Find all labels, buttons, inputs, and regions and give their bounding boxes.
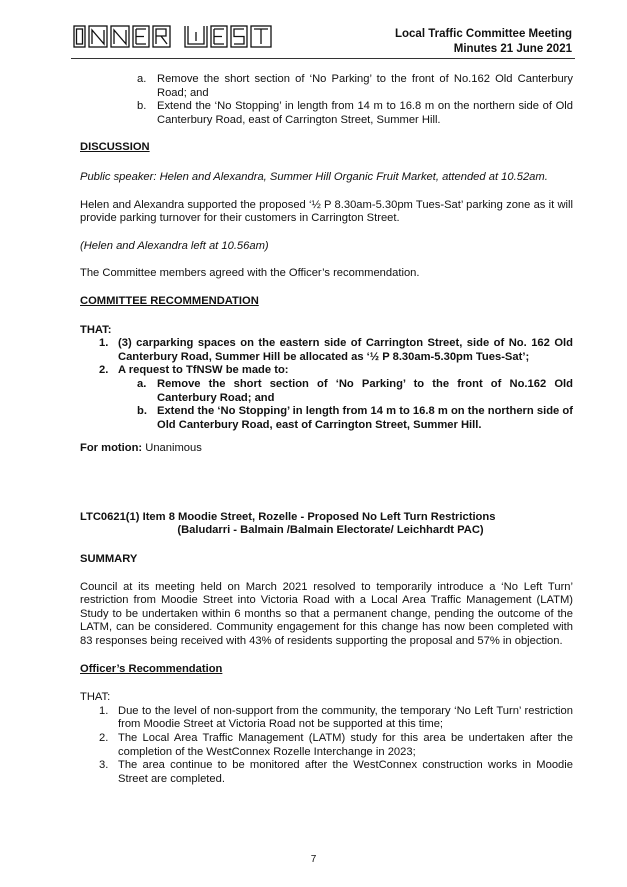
motion-result: For motion: Unanimous (80, 442, 202, 455)
header-minutes-date: Minutes 21 June 2021 (453, 43, 572, 55)
discussion-paragraph: Helen and Alexandra supported the proposed ‘½ P 8.30am-5.30pm Tues-Sat’ parking zone as it will provide parking turnover for their customers in Carrington Street. (80, 198, 573, 225)
item-title-line1: LTC0621(1) Item 8 Moodie Street, Rozelle - Proposed No Left Turn Restrictions (80, 510, 496, 523)
inner-west-logo (73, 24, 278, 50)
list-item: 1. Due to the level of non-support from the community, the temporary ‘No Left Turn’ restriction from Moodie Street at Victoria Road not be supported at this time; (99, 704, 573, 731)
list-item: 2. The Local Area Traffic Management (LATM) study for this area be undertaken after the completion of the WestConnex Rozelle Interchange in 2023; (99, 732, 573, 758)
header-meeting-title: Local Traffic Committee Meeting (394, 28, 572, 40)
public-speaker-note: Public speaker: Helen and Alexandra, Summer Hill Organic Fruit Market, attended at 10.52am. (80, 170, 548, 183)
item-title-line2: (Baludarri - Balmain /Balmain Electorate/ Leichhardt PAC) (177, 524, 484, 537)
committee-list (99, 337, 573, 432)
list-item: 2. A request to TfNSW be made to: (99, 364, 289, 377)
list-item: 1. (3) carparking spaces on the eastern side of Carrington Street, side of No. 162 Old Canterbury Road, Summer Hill be allocated as ‘½ P 8.30am-5.30pm Tues-Sat’; (99, 337, 573, 363)
item-title (80, 511, 573, 538)
discussion-heading: DISCUSSION (80, 141, 150, 154)
header-divider (71, 58, 575, 59)
officer-list (99, 705, 573, 787)
document-body (80, 73, 573, 786)
officers-recommendation-heading: Officer’s Recommendation (80, 662, 223, 675)
list-item: a. Remove the short section of ‘No Parking’ to the front of No.162 Old Canterbury Road; and (137, 377, 573, 404)
page-number: 7 (310, 854, 317, 865)
list-item: b. Extend the ‘No Stopping’ in length from 14 m to 16.8 m on the northern side of Old Canterbury Road, east of Carrington Street, Summer Hill. (137, 405, 573, 431)
summary-paragraph: Council at its meeting held on March 2021 resolved to temporarily introduce a ‘No Left Turn’ restriction from Moodie Street into Victoria Road with a Local Area Traffic Management (LATM) Study to be undertaken within 6 months so that a permanent change, pending the outcome of the LATM, can be considered. Community engagement for this change has now been completed with 83 responses being received with 43% of residents supporting the proposal and 57% in objection. (80, 580, 573, 648)
that-label: THAT: (80, 323, 112, 336)
committee-recommendation-heading: COMMITTEE RECOMMENDATION (80, 294, 259, 307)
summary-heading: SUMMARY (80, 553, 138, 566)
committee-sublist (137, 378, 573, 432)
committee-agreed-text: The Committee members agreed with the Officer’s recommendation. (80, 267, 420, 280)
list-item: b. Extend the ‘No Stopping’ in length from 14 m to 16.8 m on the northern side of Old Canterbury Road, east of Carrington Street, Summer Hill. (137, 100, 573, 126)
list-item: a. Remove the short section of ‘No Parking’ to the front of No.162 Old Canterbury Road; and (137, 73, 573, 99)
top-list (137, 73, 573, 127)
svg-text:INNER WEST: INNER WEST (73, 24, 80, 25)
list-item: 3. The area continue to be monitored after the WestConnex construction works in Moodie Street are completed. (99, 759, 573, 785)
header-meta (395, 27, 572, 57)
speaker-left-note: (Helen and Alexandra left at 10.56am) (80, 239, 269, 252)
that-label: THAT: (80, 691, 111, 704)
